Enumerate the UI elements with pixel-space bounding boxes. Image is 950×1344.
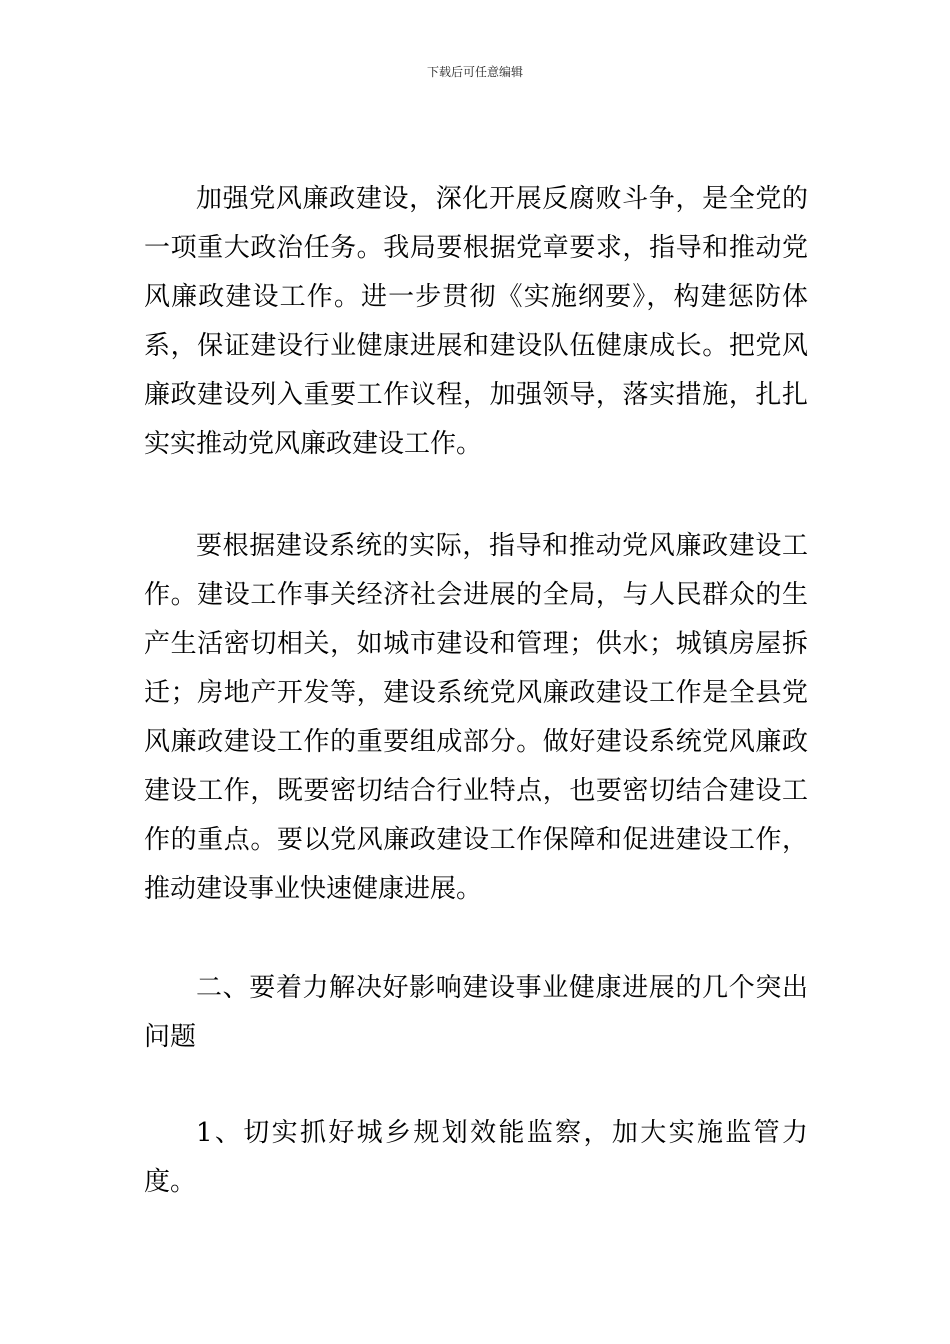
paragraph-spacer (144, 914, 808, 964)
paragraph-party-conduct: 加强党风廉政建设，深化开展反腐败斗争，是全党的一项重大政治任务。我局要根据党章要求，指导和推动党风廉政建设工作。进一步贯彻《实施纲要》，构建惩防体系，保证建设行业健康进展和建设队伍健康成长。把党风廉政建设列入重要工作议程，加强领导，落实措施，扎扎实实推动党风廉政建设工作。 (144, 184, 808, 459)
section-heading-two: 二、要着力解决好影响建设事业健康进展的几个突出问题 (144, 973, 808, 1052)
page-header: 下载后可任意编辑 (426, 65, 523, 79)
paragraph-spacer (144, 469, 808, 522)
paragraph-construction-system: 要根据建设系统的实际，指导和推动党风廉政建设工作。建设工作事关经济社会进展的全局，与人民群众的生产生活密切相关，如城市建设和管理；供水；城镇房屋拆迁；房地产开发等，建设系统党风廉政建设工作是全县党风廉政建设工作的重要组成部分。做好建设系统党风廉政建设工作，既要密切结合行业特点，也要密切结合建设工作的重点。要以党风廉政建设工作保障和促进建设工作，推动建设事业快速健康进展。 (144, 531, 808, 904)
document-body (144, 175, 808, 1207)
paragraph-spacer (144, 1062, 808, 1109)
item-one: 1、切实抓好城乡规划效能监察，加大实施监管力度。 (144, 1118, 808, 1197)
